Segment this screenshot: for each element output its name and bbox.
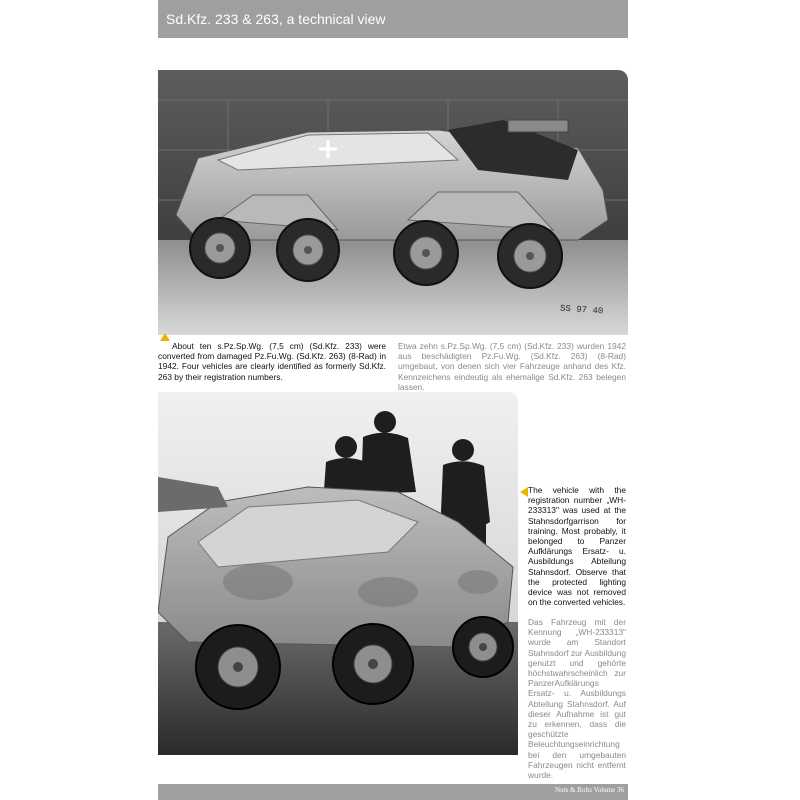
photo-crew-on-armored-car bbox=[158, 392, 518, 755]
caption-pointer-left-icon bbox=[520, 487, 528, 497]
footer-publication: Nuts & Bolts Volume 36 bbox=[555, 786, 624, 794]
photo-armored-car-side bbox=[158, 70, 628, 335]
caption-pointer-up-icon bbox=[160, 333, 170, 341]
caption-german-top: Etwa zehn s.Pz.Sp.Wg. (7,5 cm) (Sd.Kfz. 233) wurden 1942 aus beschädigten Pz.Fu.Wg. (Sd.Kfz. 263) (8-Rad) umgebaut, von denen sich vier Fahrzeuge anhand des Kfz. Kennzeichens eindeutig als ehemalige Sd.Kfz. 263 belegen lassen. bbox=[398, 341, 626, 392]
caption-english-top: About ten s.Pz.Sp.Wg. (7,5 cm) (Sd.Kfz. 233) were converted from damaged Pz.Fu.Wg. (Sd.Kfz. 263) (8-Rad) in 1942. Four vehicles are clearly identified as formerly Sd.Kfz. 263 by their registration numbers. bbox=[158, 341, 386, 382]
caption-german-side: Das Fahrzeug mit der Kennung „WH-233313" wurde am Standort Stahnsdorf zur Ausbildung genutzt und gehörte höchstwahrscheinlich zur PanzerAufklärungs Ersatz- u. Ausbildungs Abteilung Stahnsdorf. Auf dieser Aufnahme ist gut zu erkennen, dass die geschützte Beleuchtungseinrichtung bei den umgebauten Fahrzeugen nicht entfernt wurde. bbox=[528, 617, 626, 781]
page-title: Sd.Kfz. 233 & 263, a technical view bbox=[166, 11, 386, 27]
photo-stamp: SS 97 40 bbox=[559, 303, 604, 317]
caption-english-side: The vehicle with the registration number „WH-233313" was used at the Stahnsdorfgarrison for training. Most probably, it belonged to Panzer Aufklärungs Ersatz- u. Ausbildungs Abteilung Stahnsdorf. Observe that the protected lighting device was not removed on the converted vehicles. bbox=[528, 485, 626, 608]
